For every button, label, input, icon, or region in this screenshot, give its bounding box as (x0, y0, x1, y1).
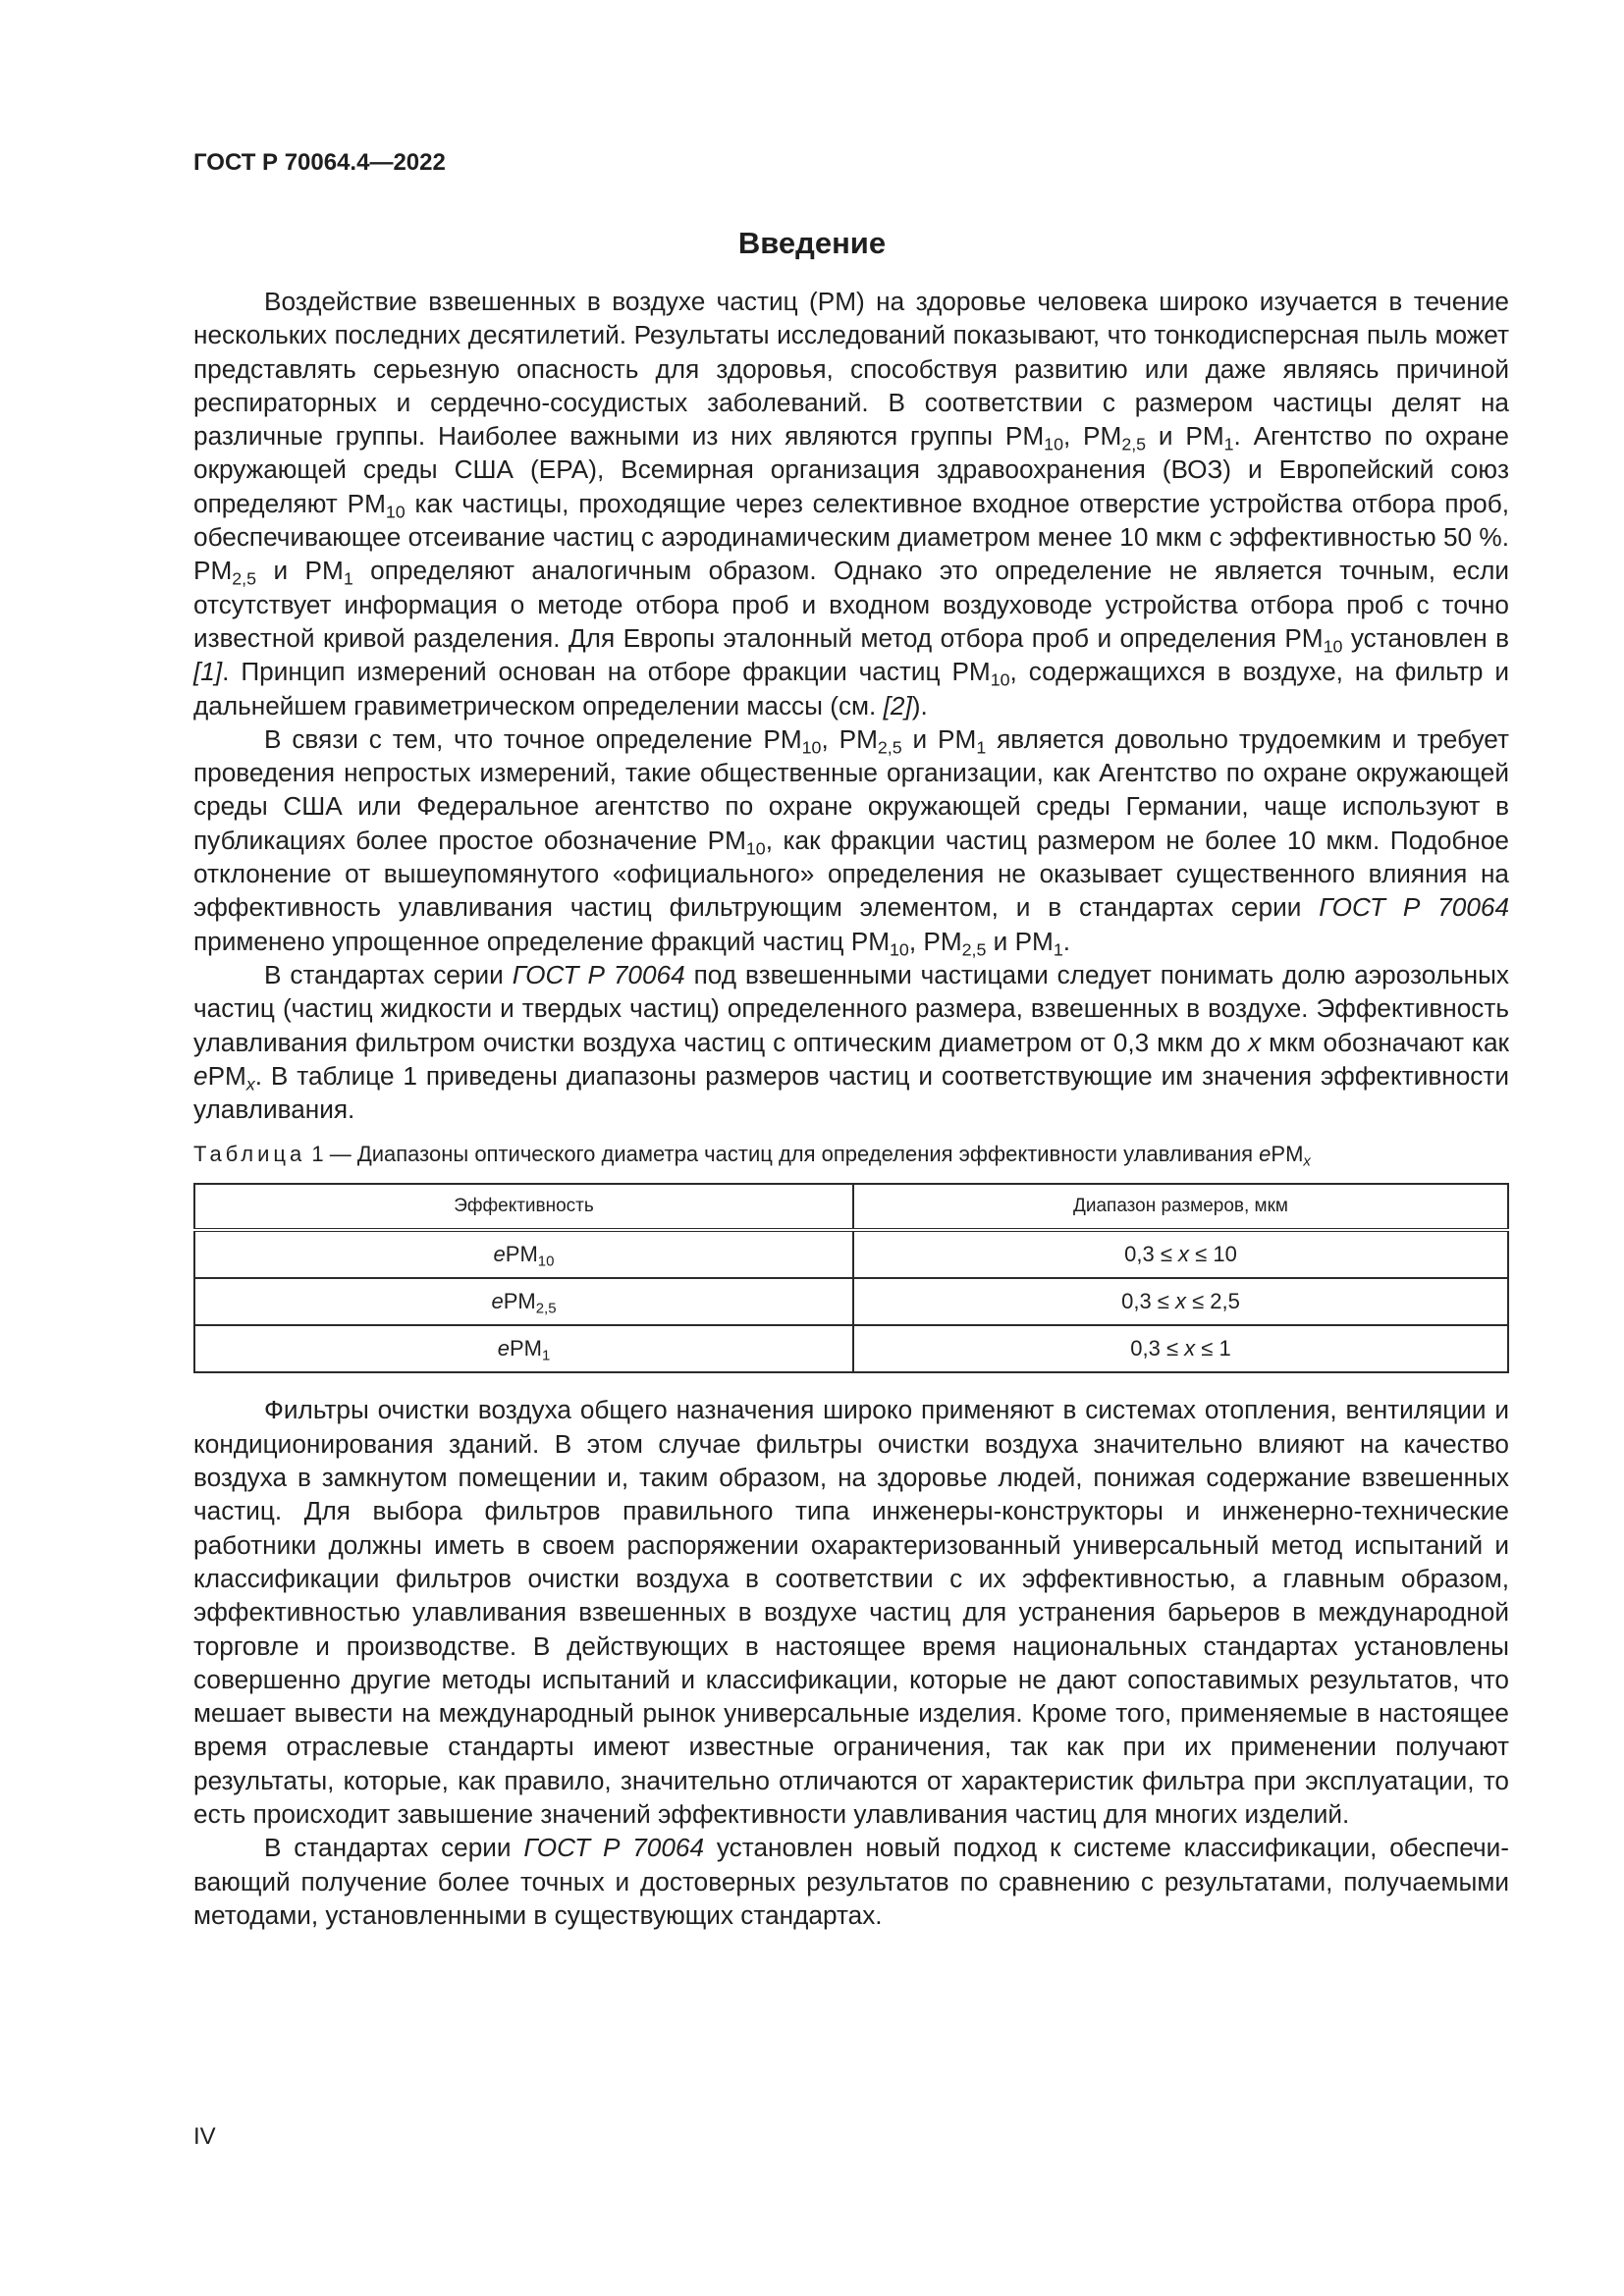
document-header: ГОСТ Р 70064.4—2022 (193, 149, 446, 176)
size-range-cell: 0,3 ≤ x ≤ 1 (853, 1325, 1508, 1372)
size-range-cell: 0,3 ≤ x ≤ 10 (853, 1230, 1508, 1278)
section-title: Введение (737, 226, 887, 260)
reference-2: [2] (883, 690, 912, 721)
column-header-size-range: Диапазон размеров, мкм (853, 1184, 1508, 1230)
paragraph-4: Фильтры очистки воздуха общего назначения широко применяют в системах отопления, вентиляции и кондиционирования зданий. В этом случае фильтры очистки воздуха значительно влияют на качество воздуха в замкнутом помещении и, таким образом, на здоровье людей, понижая содержание взвешенных частиц. Для выбора фильтров правильного типа инженеры-конструкторы и инженерно-технические работники должны иметь в своем распоряжении охарактеризованный универсальный метод испытаний и классификации фильтров очистки воздуха в соответствии с их эффективностью, а главным образом, эффективностью улавливания взвешенных в воздухе частиц для устранения барьеров в международной торговле и производстве. В действующих в настоящее время национальных стандартах установлены совершенно другие методы испытаний и классификации, которые не дают сопоставимых результатов, что мешает вывести на международный рынок универсальные изделия. Кроме того, применяемые в настоящее время отраслевые стандарты имеют известные ограничения, так как при их применении получают результаты, которые, как правило, значительно отличаются от характеристик фильтра при эксплуатации, то есть происходит завышение значений эффективности улавливания частиц для многих изделий. (193, 1395, 1509, 1829)
table-row (194, 1278, 1508, 1325)
paragraph-2: В связи с тем, что точное определение $PM_{10}$, $PM_{2,5}$ и $PM_1$ является довольно трудоемким и требует проведения непростых измерений, такие общественные организации, как Агентство по охране окружающей среды США или Федеральное агентство по охране окружающей среды Германии, чаще используют в публикациях более простое обозначение $PM_{10}$, как фракции частиц размером не более 10 мкм. Подобное отклонение от вышеупомянутого «официального» определения не оказывает существенного влияния на эффективность улавливания частиц фильтрующим элементом, и в стандартах серии ГОСТ Р 70064 применено упрощенное определение фракций частиц $PM_{10}$, $PM_{2,5}$ и $PM_1$. (193, 723, 1510, 959)
efficiency-table (193, 1183, 1509, 1373)
reference-1: [1] (193, 657, 223, 687)
paragraph-5: В стандартах серии ГОСТ Р 70064 установлен новый подход к системе классификации, обеспечивающий получение более точных и достоверных результатов по сравнению с результатами, получаемыми методами, установленными в существующих стандартах. (193, 1833, 1510, 1930)
efficiency-cell: ePM$_1$ (194, 1325, 853, 1372)
table-caption: Таблица 1 — Диапазоны оптического диаметра частиц для определения эффективности улавливания ePM$_x$ (193, 1142, 1311, 1170)
efficiency-cell: ePM$_{2,5}$ (194, 1278, 853, 1325)
page-number: IV (193, 2123, 216, 2150)
efficiency-cell: ePM$_{10}$ (194, 1230, 853, 1278)
paragraph-3: В стандартах серии ГОСТ Р 70064 под взвешенными частицами следует понимать долю аэрозольных частиц (частиц жидкости и твердых частиц) определенного размера, взвешенных в воздухе. Эффективность улавливания фильтром очистки воздуха частиц с оптическим диаметром от 0,3 мкм до x мкм обозначают как ePM$_x$. В таблице 1 приведены диапазоны размеров частиц и соответствующие им значения эффективности улавливания. (193, 959, 1509, 1125)
table-header-row (194, 1184, 1508, 1230)
size-range-cell: 0,3 ≤ x ≤ 2,5 (853, 1278, 1508, 1325)
document-body (193, 285, 1509, 1932)
table-row (194, 1325, 1508, 1372)
column-header-efficiency: Эффективность (194, 1184, 853, 1230)
table-row (194, 1230, 1508, 1278)
paragraph-1: Воздействие взвешенных в воздухе частиц (PM) на здоровье человека широко изучается в течение нескольких последних десятилетий. Результаты исследований показывают, что тонкодисперсная пыль может представлять серьезную опасность для здоровья, способствуя развитию или даже являясь причиной респираторных и сердечно-сосудистых заболеваний. В соответствии с размером частицы делят на различные группы. Наиболее важными из них являются группы $PM_{10}$, $PM_{2,5}$ и $PM_1$. Агентство по охране окружающей среды США (EPA), Всемирная организация здравоохранения (ВОЗ) и Европейский союз определяют $PM_{10}$ как частицы, проходящие через селективное входное отверстие устройства отбора проб, обеспечивающее отсеивание частиц с аэродинамическим диаметром менее 10 мкм с эффективностью 50 %. $PM_{2,5}$ и $PM_1$ определяют аналогичным образом. Однако это определение не является точным, если отсутствует информация о методе отбора проб и входном воздуховоде устройства отбора проб с точно известной кривой разделения. Для Европы эталонный метод отбора проб и определения $PM_{10}$ установлен в [1]. Принцип измерений основан на отборе фракции частиц $PM_{10}$, содержащихся в воздухе, на фильтр и дальнейшем гравиметрическом определении массы (см. [2]). (193, 287, 1509, 721)
